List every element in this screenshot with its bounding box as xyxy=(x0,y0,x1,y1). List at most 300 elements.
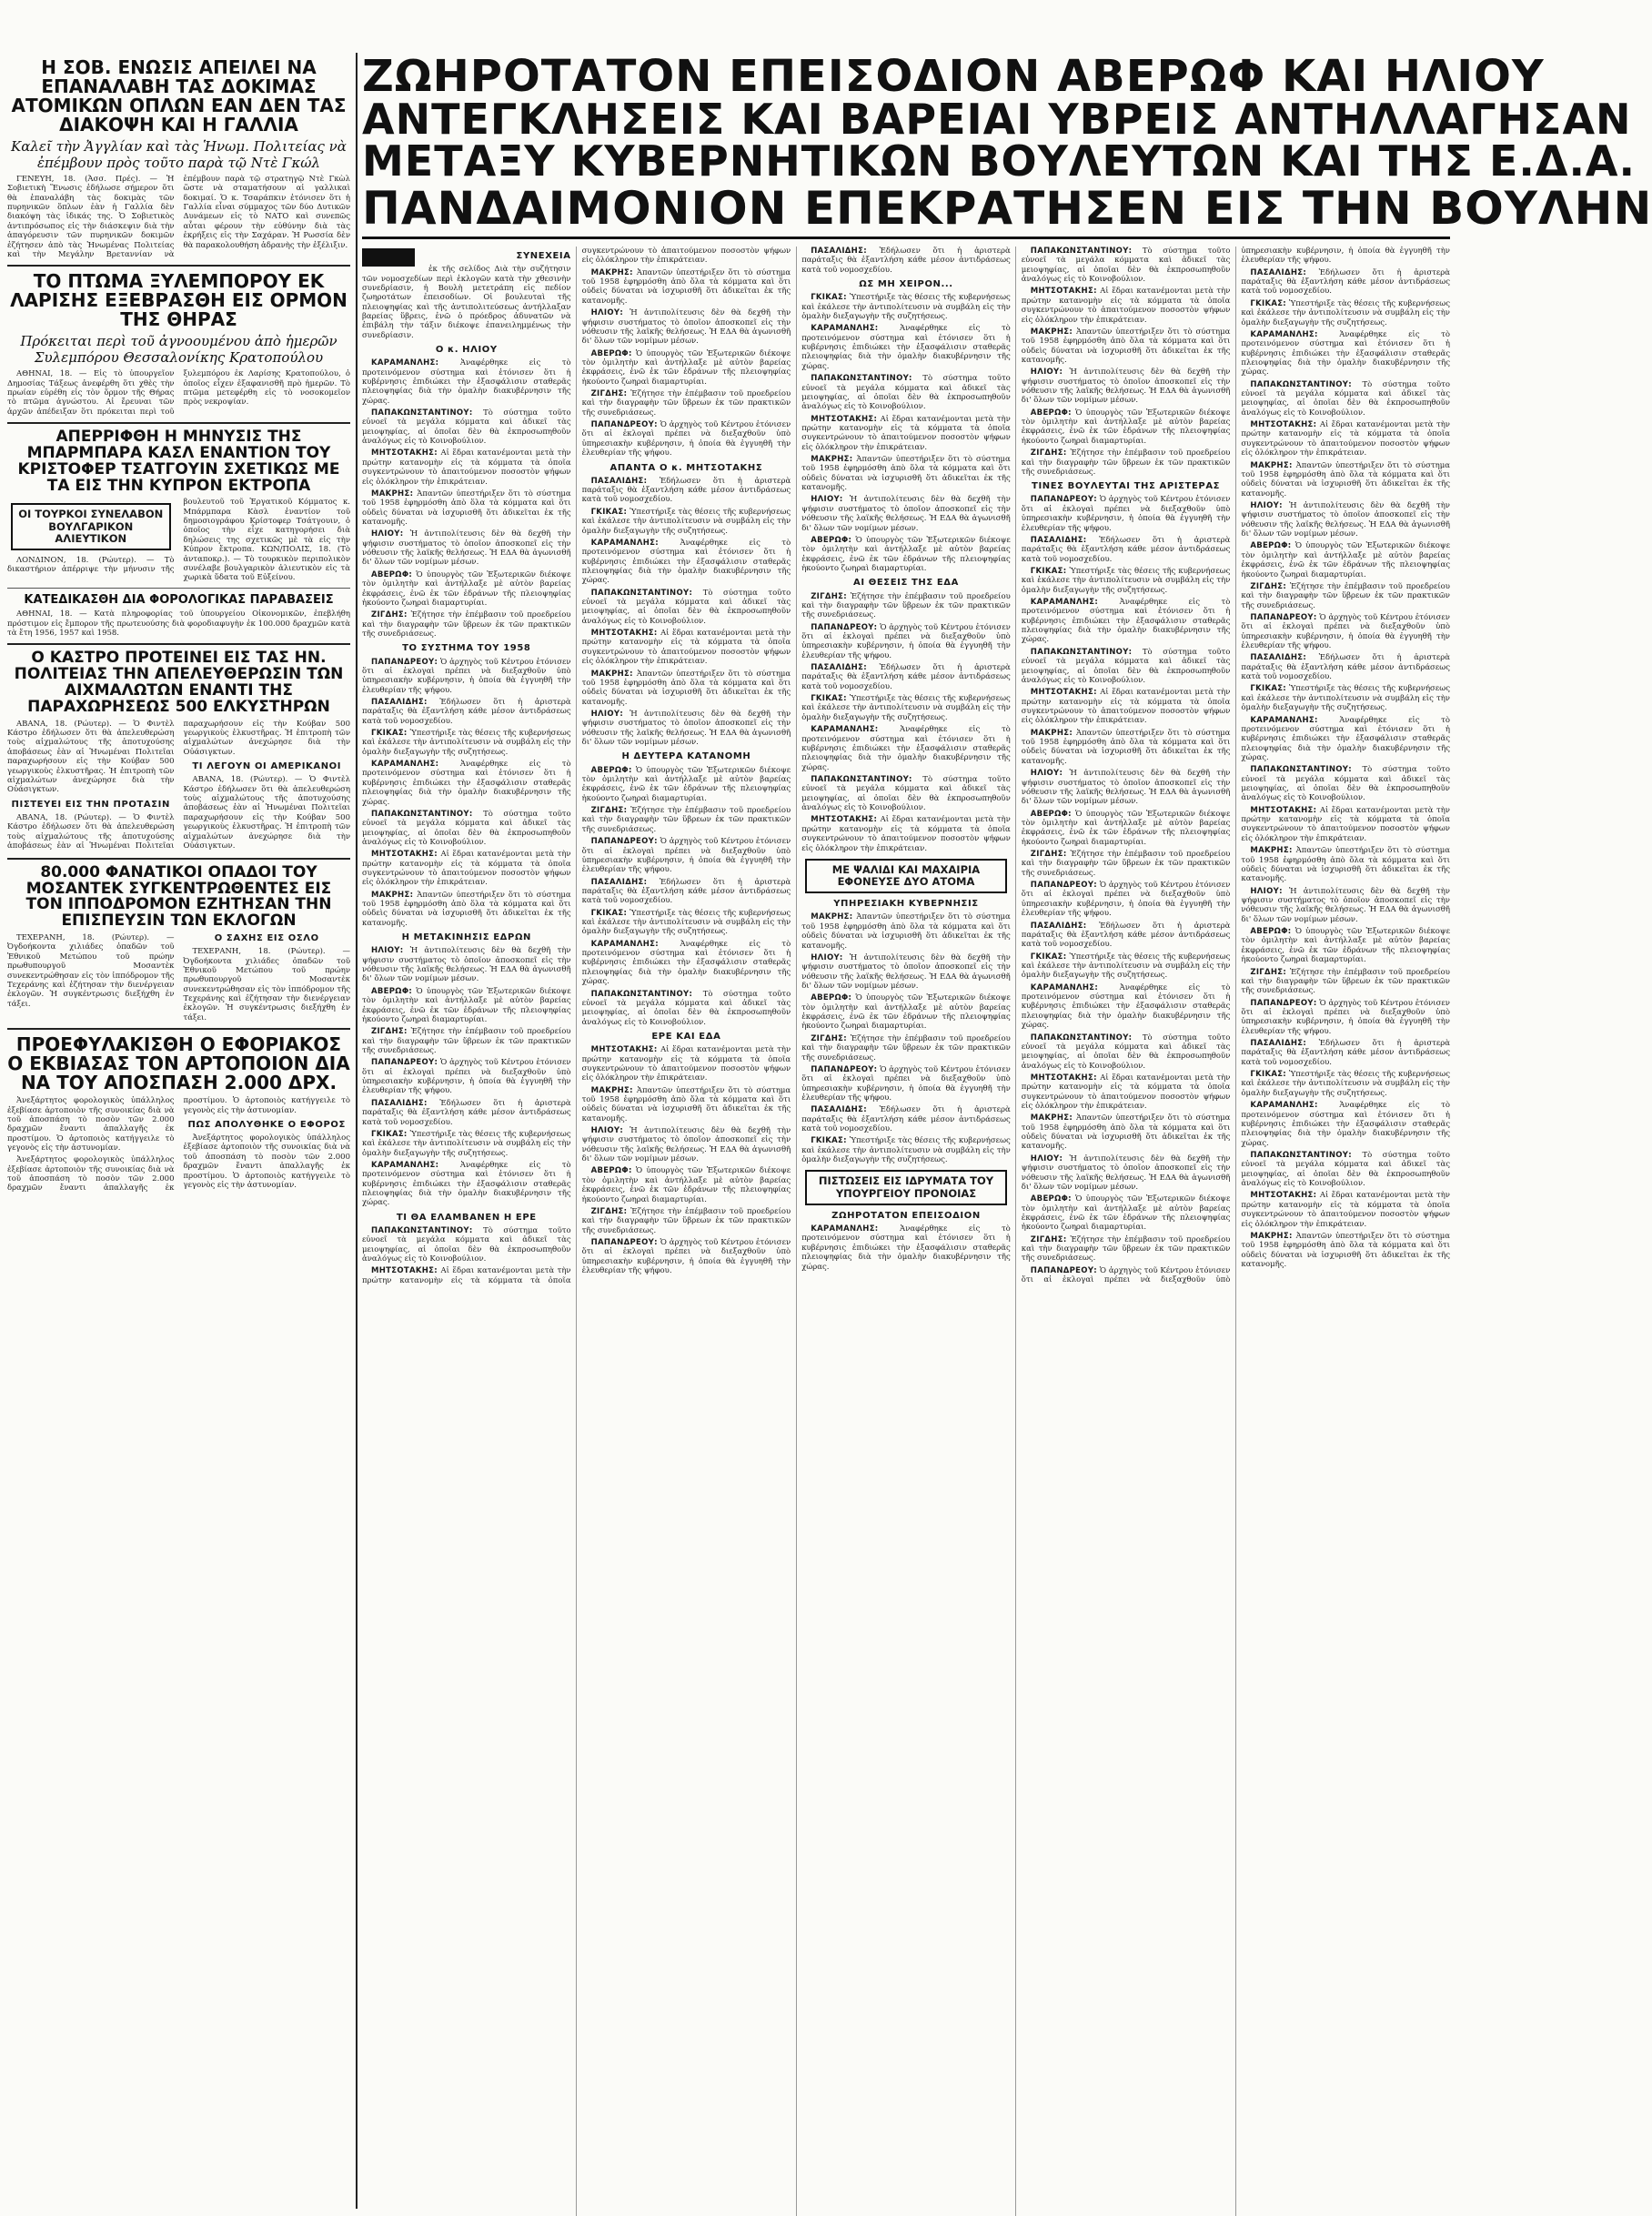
boxed-headline: ΜΕ ΨΑΛΙΔΙ ΚΑΙ ΜΑΧΑΙΡΙΑ ΕΦΟΝΕΥΣΕ ΔΥΟ ΑΤΟΜΑ xyxy=(805,859,1007,893)
story-tax-officer xyxy=(7,1035,350,1194)
speech-paragraph: ΠΑΣΑΛΙΔΗΣ: Ἐδήλωσεν ὅτι ἡ ἀριστερὰ παράταξις θὰ ἐξαντλήση κάθε μέσον ἀντιδράσεως κατὰ τοῦ νομοσχεδίου. xyxy=(581,877,791,906)
speaker-name: ΠΑΠΑΝΔΡΕΟΥ: xyxy=(1250,998,1317,1008)
speech-paragraph: ΠΑΣΑΛΙΔΗΣ: Ἐδήλωσεν ὅτι ἡ ἀριστερὰ παράταξις θὰ ἐξαντλήση κάθε μέσον ἀντιδράσεως κατὰ τοῦ νομοσχεδίου. xyxy=(1241,267,1450,297)
speech-paragraph: ΓΚΙΚΑΣ: Ὑπεστήριξε τὰς θέσεις τῆς κυβερνήσεως καὶ ἐκάλεσε τὴν ἀντιπολίτευσιν νὰ συμβάλη εἰς τὴν ὁμαλὴν διεξαγωγὴν τῆς συζητήσεως. xyxy=(1241,298,1450,327)
speaker-name: ΚΑΡΑΜΑΝΛΗΣ: xyxy=(590,939,659,949)
speaker-name: ΗΛΙΟΥ: xyxy=(811,952,843,962)
speech-paragraph: ΠΑΠΑΝΔΡΕΟΥ: Ὁ ἀρχηγὸς τοῦ Κέντρου ἐτόνισεν ὅτι αἱ ἐκλογαὶ πρέπει νὰ διεξαχθοῦν ὑπὸ ὑπηρεσιακὴν κυβέρνησιν, ἡ ὁποία θὰ ἐγγυηθῆ τὴν ἐλευθερίαν τῆς ψήφου. xyxy=(1241,998,1450,1036)
speech-paragraph: ΖΙΓΔΗΣ: Ἐζήτησε τὴν ἐπέμβασιν τοῦ προεδρείου καὶ τὴν διαγραφὴν τῶν ὕβρεων ἐκ τῶν πρακτικῶν τῆς συνεδριάσεως. xyxy=(581,806,791,834)
speech-paragraph: ΠΑΠΑΝΔΡΕΟΥ: Ὁ ἀρχηγὸς τοῦ Κέντρου ἐτόνισεν ὅτι αἱ ἐκλογαὶ πρέπει νὰ διεξαχθοῦν ὑπὸ ὑπηρεσιακὴν κυβέρνησιν, ἡ ὁποία θὰ ἐγγυηθῆ τὴν ἐλευθερίαν τῆς ψήφου. xyxy=(1021,881,1231,919)
speech-paragraph: ΜΗΤΣΟΤΑΚΗΣ: Αἱ ἕδραι κατανέμονται μετὰ τὴν πρώτην κατανομὴν εἰς τὰ κόμματα τὰ ὁποῖα συγκεντρώνουν τὸ ἀπαιτούμενον ποσοστὸν ψήφων εἰς ὁλόκληρον τὴν ἐπικράτειαν. xyxy=(1021,287,1231,325)
headline-tax-officer: ΠΡΟΕΦΥΛΑΚΙΣΘΗ Ο ΕΦΟΡΙΑΚΟΣ Ο ΕΚΒΙΑΣΑΣ ΤΟΝ ΑΡΤΟΠΟΙΟΝ ΔΙΑ ΝΑ ΤΟΥ ΑΠΟΣΠΑΣΗ 2.000 ΔΡΧ. xyxy=(7,1033,350,1094)
section-heading: Ο κ. ΗΛΙΟΥ xyxy=(435,345,498,356)
speaker-name: ΠΑΠΑΝΔΡΕΟΥ: xyxy=(1250,612,1317,622)
speaker-name: ΗΛΙΟΥ: xyxy=(590,710,624,719)
speech-paragraph: ΠΑΠΑΝΔΡΕΟΥ: Ὁ ἀρχηγὸς τοῦ Κέντρου ἐτόνισεν ὅτι αἱ ἐκλογαὶ πρέπει νὰ διεξαχθοῦν ὑπὸ ὑπηρεσιακὴν κυβέρνησιν, ἡ ὁποία θὰ ἐγγυηθῆ τὴν ἐλευθερίαν τῆς ψήφου. xyxy=(1241,612,1450,651)
speech-paragraph: ΜΗΤΣΟΤΑΚΗΣ: Αἱ ἕδραι κατανέμονται μετὰ τὴν πρώτην κατανομὴν εἰς τὰ κόμματα τὰ ὁποῖα συγκεντρώνουν τὸ ἀπαιτούμενον ποσοστὸν ψήφων εἰς ὁλόκληρον τὴν ἐπικράτειαν. xyxy=(362,247,791,1285)
body-castle-lawsuit: ΟΙ ΤΟΥΡΚΟΙ ΣΥΝΕΛΑΒΟΝ ΒΟΥΛΓΑΡΙΚΟΝ ΑΛΙΕΥΤΙΚΟΝ ΛΟΝΔΙΝΟΝ, 18. (Ρώυτερ). — Τὸ δικαστήριον ἀπέρριψε τὴν μήνυσιν τῆς βουλευτοῦ τοῦ Ἐργατικοῦ Κόμματος κ. Μπάρμπαρα Κὰσλ ἐναντίον τοῦ δημοσιογράφου Κρίστοφερ Τσάτγουιν, ὁ ὁποῖος τὴν εἶχε κατηγορήσει διὰ δηλώσεις της σχετικῶς μὲ τὰ εἰς τὴν Κύπρον ἔκτροπα. ΚΩΝ/ΠΟΛΙΣ, 18. (Τὸ ἀνταποκρ.). — Τὸ τουρκικὸν περιπολικὸν συνέλαβε βουλγαρικὸν ἀλιευτικὸν εἰς τὰ χωρικὰ ὕδατα τοῦ Εὐξείνου. xyxy=(7,498,350,583)
section-heading: ΠΩΣ ΑΠΟΛΥΘΗΚΕ Ο ΕΦΟΡΟΣ xyxy=(187,1119,346,1130)
headline-castro: Ο ΚΑΣΤΡΟ ΠΡΟΤΕΙΝΕΙ ΕΙΣ ΤΑΣ ΗΝ. ΠΟΛΙΤΕΙΑΣ ΤΗΝ ΑΠΕΛΕΥΘΕΡΩΣΙΝ ΤΩΝ ΑΙΧΜΑΛΩΤΩΝ ΕΝΑΝΤΙ ΤΗΣ ΠΑΡΑΧΩΡΗΣΕΩΣ 500 ΕΛΚΥΣΤΗΡΩΝ xyxy=(14,649,344,716)
speaker-name: ΠΑΣΑΛΙΔΗΣ: xyxy=(371,1098,428,1108)
speaker-name: ΜΗΤΣΟΤΑΚΗΣ: xyxy=(1030,1073,1097,1083)
speaker-name: ΜΑΚΡΗΣ: xyxy=(811,455,853,465)
speech-paragraph: ΗΛΙΟΥ: Ἡ ἀντιπολίτευσις δὲν θὰ δεχθῆ τὴν ψήφισιν συστήματος τὸ ὁποῖον ἀποσκοπεῖ εἰς τὴν νόθευσιν τῆς λαϊκῆς θελήσεως. Ἡ ΕΔΑ θὰ ἀγωνισθῆ δι' ὅλων τῶν νομίμων μέσων. xyxy=(362,946,571,984)
speech-paragraph: ΚΑΡΑΜΑΝΛΗΣ: Ἀναφέρθηκε εἰς τὸ προτεινόμενον σύστημα καὶ ἐτόνισεν ὅτι ἡ κυβέρνησις ἐπιδιώκει τὴν ἐξασφάλισιν σταθερᾶς πλειοψηφίας διὰ τὴν ὁμαλὴν διακυβέρνησιν τῆς χώρας. xyxy=(1241,329,1450,378)
speech-paragraph: ΚΑΡΑΜΑΝΛΗΣ: Ἀναφέρθηκε εἰς τὸ προτεινόμενον σύστημα καὶ ἐτόνισεν ὅτι ἡ κυβέρνησις ἐπιδιώκει τὴν ἐξασφάλισιν σταθερᾶς πλειοψηφίας διὰ τὴν ὁμαλὴν διακυβέρνησιν τῆς χώρας. xyxy=(362,760,571,807)
banner-line-4: ΠΑΝΔΑΙΜΟΝΙΟΝ ΕΠΕΚΡΑΤΗΣΕΝ ΕΙΣ ΤΗΝ ΒΟΥΛΗΝ xyxy=(362,182,1652,235)
left-column xyxy=(7,53,358,2209)
speaker-name: ΜΗΤΣΟΤΑΚΗΣ: xyxy=(590,629,658,639)
speech-paragraph: ΜΗΤΣΟΤΑΚΗΣ: Αἱ ἕδραι κατανέμονται μετὰ τὴν πρώτην κατανομὴν εἰς τὰ κόμματα τὰ ὁποῖα συγκεντρώνουν τὸ ἀπαιτούμενον ποσοστὸν ψήφων εἰς ὁλόκληρον τὴν ἐπικράτειαν. xyxy=(1241,805,1450,843)
speaker-name: ΠΑΠΑΚΩΝΣΤΑΝΤΙΝΟΥ: xyxy=(590,588,693,598)
speech-paragraph: ΠΑΠΑΚΩΝΣΤΑΝΤΙΝΟΥ: Τὸ σύστημα τοῦτο εὐνοεῖ τὰ μεγάλα κόμματα καὶ ἀδικεῖ τὰς μειοψηφίας, αἱ ὁποῖαι δὲν θὰ ἐκπροσωπηθοῦν ἀναλόγως εἰς τὸ Κοινοβούλιον. xyxy=(1021,247,1231,285)
speech-paragraph: ΜΗΤΣΟΤΑΚΗΣ: Αἱ ἕδραι κατανέμονται μετὰ τὴν πρώτην κατανομὴν εἰς τὰ κόμματα τὰ ὁποῖα συγκεντρώνουν τὸ ἀπαιτούμενον ποσοστὸν ψήφων εἰς ὁλόκληρον τὴν ἐπικράτειαν. xyxy=(1021,688,1231,726)
speaker-name: ΑΒΕΡΩΦ: xyxy=(1250,927,1292,937)
speech-paragraph: ΑΒΕΡΩΦ: Ὁ ὑπουργὸς τῶν Ἐξωτερικῶν διέκοψε τὸν ὁμιλητὴν καὶ ἀντήλλαξε μὲ αὐτὸν βαρείας ἐκφράσεις, ἐνῶ ἐκ τῶν ἐδράνων τῆς πλειοψηφίας ἠκούοντο ζωηραὶ διαμαρτυρίαι. xyxy=(1241,927,1450,965)
speech-paragraph: ΠΑΠΑΚΩΝΣΤΑΝΤΙΝΟΥ: Τὸ σύστημα τοῦτο εὐνοεῖ τὰ μεγάλα κόμματα καὶ ἀδικεῖ τὰς μειοψηφίας, αἱ ὁποῖαι δὲν θὰ ἐκπροσωπηθοῦν ἀναλόγως εἰς τὸ Κοινοβούλιον. xyxy=(581,588,791,626)
speaker-name: ΠΑΣΑΛΙΔΗΣ: xyxy=(1250,653,1307,663)
speech-paragraph: ΓΚΙΚΑΣ: Ὑπεστήριξε τὰς θέσεις τῆς κυβερνήσεως καὶ ἐκάλεσε τὴν ἀντιπολίτευσιν νὰ συμβάλη εἰς τὴν ὁμαλὴν διεξαγωγὴν τῆς συζητήσεως. xyxy=(801,293,1011,321)
speaker-name: ΠΑΠΑΚΩΝΣΤΑΝΤΙΝΟΥ: xyxy=(1030,1032,1133,1043)
main-story-body xyxy=(362,247,1450,2216)
speech-paragraph: ΠΑΣΑΛΙΔΗΣ: Ἐδήλωσεν ὅτι ἡ ἀριστερὰ παράταξις θὰ ἐξαντλήση κάθε μέσον ἀντιδράσεως κατὰ τοῦ νομοσχεδίου. xyxy=(801,663,1011,691)
speech-paragraph: ΑΒΕΡΩΦ: Ὁ ὑπουργὸς τῶν Ἐξωτερικῶν διέκοψε τὸν ὁμιλητὴν καὶ ἀντήλλαξε μὲ αὐτὸν βαρείας ἐκφράσεις, ἐνῶ ἐκ τῶν ἐδράνων τῆς πλειοψηφίας ἠκούοντο ζωηραὶ διαμαρτυρίαι. xyxy=(1021,1194,1231,1233)
headline-soviet-nuclear: Η ΣΟΒ. ΕΝΩΣΙΣ ΑΠΕΙΛΕΙ ΝΑ ΕΠΑΝΑΛΑΒΗ ΤΑΣ ΔΟΚΙΜΑΣ ΑΤΟΜΙΚΩΝ ΟΠΛΩΝ ΕΑΝ ΔΕΝ ΤΑΣ ΔΙΑΚΟΨΗ ΚΑΙ Η ΓΑΛΛΙΑ xyxy=(11,56,347,136)
speaker-name: ΖΙΓΔΗΣ: xyxy=(1030,448,1067,458)
speaker-name: ΑΒΕΡΩΦ: xyxy=(1250,541,1292,551)
speech-paragraph: ΓΚΙΚΑΣ: Ὑπεστήριξε τὰς θέσεις τῆς κυβερνήσεως καὶ ἐκάλεσε τὴν ἀντιπολίτευσιν νὰ συμβάλη εἰς τὴν ὁμαλὴν διεξαγωγὴν τῆς συζητήσεως. xyxy=(362,1129,571,1158)
speech-paragraph: ΖΙΓΔΗΣ: Ἐζήτησε τὴν ἐπέμβασιν τοῦ προεδρείου καὶ τὴν διαγραφὴν τῶν ὕβρεων ἐκ τῶν πρακτικῶν τῆς συνεδριάσεως. xyxy=(801,1033,1011,1063)
speaker-name: ΗΛΙΟΥ: xyxy=(811,495,843,505)
speech-paragraph: ΖΙΓΔΗΣ: Ἐζήτησε τὴν ἐπέμβασιν τοῦ προεδρείου καὶ τὴν διαγραφὴν τῶν ὕβρεων ἐκ τῶν πρακτικῶν τῆς συνεδριάσεως. xyxy=(581,1206,791,1235)
body-tax-conviction: ΑΘΗΝΑΙ, 18. — Κατὰ πληροφορίας τοῦ ὑπουργείου Οἰκονομικῶν, ἐπεβλήθη πρόστιμον εἰς ἔμπορον τῆς πρωτευούσης διὰ φοροδιαφυγὴν ἐκ 100.000 δραχμῶν κατὰ τὰ ἔτη 1956, 1957 καὶ 1958. xyxy=(7,609,350,638)
headline-timber-merchant: ΤΟ ΠΤΩΜΑ ΞΥΛΕΜΠΟΡΟΥ ΕΚ ΛΑΡΙΣΗΣ ΕΞΕΒΡΑΣΘΗ ΕΙΣ ΟΡΜΟΝ ΤΗΣ ΘΗΡΑΣ xyxy=(10,270,348,331)
speaker-name: ΜΑΚΡΗΣ: xyxy=(1030,1113,1073,1123)
speech-paragraph: ΜΑΚΡΗΣ: Ἀπαντῶν ὑπεστήριξεν ὅτι τὸ σύστημα τοῦ 1958 ἐφηρμόσθη ἀπὸ ὅλα τὰ κόμματα καὶ ὅτι οὐδεὶς δύναται νὰ ἰσχυρισθῆ ὅτι ἀδικεῖται ἐκ τῆς κατανομῆς. xyxy=(1021,728,1231,766)
speech-paragraph: ΜΑΚΡΗΣ: Ἀπαντῶν ὑπεστήριξεν ὅτι τὸ σύστημα τοῦ 1958 ἐφηρμόσθη ἀπὸ ὅλα τὰ κόμματα καὶ ὅτι οὐδεὶς δύναται νὰ ἰσχυρισθῆ ὅτι ἀδικεῖται ἐκ τῆς κατανομῆς. xyxy=(1241,1231,1450,1269)
speaker-name: ΑΒΕΡΩΦ: xyxy=(811,535,852,545)
speech-paragraph: ΑΒΕΡΩΦ: Ὁ ὑπουργὸς τῶν Ἐξωτερικῶν διέκοψε τὸν ὁμιλητὴν καὶ ἀντήλλαξε μὲ αὐτὸν βαρείας ἐκφράσεις, ἐνῶ ἐκ τῶν ἐδράνων τῆς πλειοψηφίας ἠκούοντο ζωηραὶ διαμαρτυρίαι. xyxy=(801,993,1011,1032)
box-turkish-arrest: ΟΙ ΤΟΥΡΚΟΙ ΣΥΝΕΛΑΒΟΝ ΒΟΥΛΓΑΡΙΚΟΝ ΑΛΙΕΥΤΙΚΟΝ xyxy=(11,503,171,550)
speech-paragraph: ΗΛΙΟΥ: Ἡ ἀντιπολίτευσις δὲν θὰ δεχθῆ τὴν ψήφισιν συστήματος τὸ ὁποῖον ἀποσκοπεῖ εἰς τὴν νόθευσιν τῆς λαϊκῆς θελήσεως. Ἡ ΕΔΑ θὰ ἀγωνισθῆ δι' ὅλων τῶν νομίμων μέσων. xyxy=(1241,500,1450,539)
speaker-name: ΑΒΕΡΩΦ: xyxy=(811,993,852,1003)
speaker-name: ΜΑΚΡΗΣ: xyxy=(590,267,633,277)
section-heading: ΕΡΕ ΚΑΙ ΕΔΑ xyxy=(651,1031,721,1042)
speaker-name: ΓΚΙΚΑΣ: xyxy=(371,1129,408,1139)
speaker-name: ΜΗΤΣΟΤΑΚΗΣ: xyxy=(590,1045,658,1055)
speech-paragraph: ΜΗΤΣΟΤΑΚΗΣ: Αἱ ἕδραι κατανέμονται μετὰ τὴν πρώτην κατανομὴν εἰς τὰ κόμματα τὰ ὁποῖα συγκεντρώνουν τὸ ἀπαιτούμενον ποσοστὸν ψήφων εἰς ὁλόκληρον τὴν ἐπικράτειαν. xyxy=(362,448,571,487)
speech-paragraph: ΗΛΙΟΥ: Ἡ ἀντιπολίτευσις δὲν θὰ δεχθῆ τὴν ψήφισιν συστήματος τὸ ὁποῖον ἀποσκοπεῖ εἰς τὴν νόθευσιν τῆς λαϊκῆς θελήσεως. Ἡ ΕΔΑ θὰ ἀγωνισθῆ δι' ὅλων τῶν νομίμων μέσων. xyxy=(1021,1153,1231,1192)
speaker-name: ΜΑΚΡΗΣ: xyxy=(590,1085,633,1095)
speaker-name: ΜΑΚΡΗΣ: xyxy=(371,489,414,499)
speaker-name: ΠΑΠΑΚΩΝΣΤΑΝΤΙΝΟΥ: xyxy=(371,809,473,819)
divider xyxy=(7,858,350,860)
speaker-name: ΠΑΠΑΚΩΝΣΤΑΝΤΙΝΟΥ: xyxy=(371,1225,473,1235)
speech-paragraph: ΓΚΙΚΑΣ: Ὑπεστήριξε τὰς θέσεις τῆς κυβερνήσεως καὶ ἐκάλεσε τὴν ἀντιπολίτευσιν νὰ συμβάλη εἰς τὴν ὁμαλὴν διεξαγωγὴν τῆς συζητήσεως. xyxy=(581,507,791,536)
speaker-name: ΠΑΠΑΚΩΝΣΤΑΝΤΙΝΟΥ: xyxy=(1250,379,1352,389)
speaker-name: ΓΚΙΚΑΣ: xyxy=(371,729,408,739)
speech-paragraph: ΜΑΚΡΗΣ: Ἀπαντῶν ὑπεστήριξεν ὅτι τὸ σύστημα τοῦ 1958 ἐφηρμόσθη ἀπὸ ὅλα τὰ κόμματα καὶ ὅτι οὐδεὶς δύναται νὰ ἰσχυρισθῆ ὅτι ἀδικεῖται ἐκ τῆς κατανομῆς. xyxy=(1021,1113,1231,1152)
speech-paragraph: ΗΛΙΟΥ: Ἡ ἀντιπολίτευσις δὲν θὰ δεχθῆ τὴν ψήφισιν συστήματος τὸ ὁποῖον ἀποσκοπεῖ εἰς τὴν νόθευσιν τῆς λαϊκῆς θελήσεως. Ἡ ΕΔΑ θὰ ἀγωνισθῆ δι' ὅλων τῶν νομίμων μέσων. xyxy=(1021,368,1231,406)
speaker-name: ΜΑΚΡΗΣ: xyxy=(371,890,414,900)
speech-paragraph: ΚΑΡΑΜΑΝΛΗΣ: Ἀναφέρθηκε εἰς τὸ προτεινόμενον σύστημα καὶ ἐτόνισεν ὅτι ἡ κυβέρνησις ἐπιδιώκει τὴν ἐξασφάλισιν σταθερᾶς πλειοψηφίας διὰ τὴν ὁμαλὴν διακυβέρνησιν τῆς χώρας. xyxy=(1021,982,1231,1031)
body-soviet-nuclear: ΓΕΝΕΥΗ, 18. (Ἀσσ. Πρές). — Ἡ Σοβιετικὴ Ἕνωσις ἐδήλωσε σήμερον ὅτι θὰ ἐπαναλάβη τὰς δοκιμὰς τῶν πυρηνικῶν ὅπλων ἐὰν ἡ Γαλλία δὲν διακόψη τὰς ἰδικάς της. Ὁ Σοβιετικὸς ἀντιπρόσωπος εἰς τὴν διάσκεψιν διὰ τὴν ἀπαγόρευσιν τῶν πυρηνικῶν δοκιμῶν ἐζήτησεν ἀπὸ τὰς Ἡνωμένας Πολιτείας καὶ τὴν Μεγάλην Βρεταννίαν νὰ ἐπέμβουν παρὰ τῷ στρατηγῷ Ντὲ Γκὼλ ὥστε νὰ σταματήσουν αἱ γαλλικαὶ δοκιμαί. Ὁ κ. Τσαράπκιν ἐτόνισεν ὅτι ἡ Γαλλία εἶναι σύμμαχος τῶν δύο Δυτικῶν Δυνάμεων εἰς τὸ ΝΑΤΟ καὶ συνεπῶς αὗται φέρουν τὴν εὐθύνην διὰ τὰς ἐκρήξεις εἰς τὴν Σαχάραν. Ἡ Ρωσσία δὲν θὰ παρακολουθήση ἀδρανὴς τὴν ἐξέλιξιν. xyxy=(7,175,350,259)
speaker-name: ΠΑΣΑΛΙΔΗΣ: xyxy=(811,247,867,256)
speech-paragraph: ΜΑΚΡΗΣ: Ἀπαντῶν ὑπεστήριξεν ὅτι τὸ σύστημα τοῦ 1958 ἐφηρμόσθη ἀπὸ ὅλα τὰ κόμματα καὶ ὅτι οὐδεὶς δύναται νὰ ἰσχυρισθῆ ὅτι ἀδικεῖται ἐκ τῆς κατανομῆς. xyxy=(801,455,1011,493)
continued-label: ΣΥΝΕΧΕΙΑ xyxy=(516,251,571,261)
speaker-name: ΜΑΚΡΗΣ: xyxy=(1030,327,1073,337)
speaker-name: ΜΗΤΣΟΤΑΚΗΣ: xyxy=(811,815,878,825)
speech-paragraph: ΖΙΓΔΗΣ: Ἐζήτησε τὴν ἐπέμβασιν τοῦ προεδρείου καὶ τὴν διαγραφὴν τῶν ὕβρεων ἐκ τῶν πρακτικῶν τῆς συνεδριάσεως. xyxy=(801,591,1011,620)
speaker-name: ΚΑΡΑΜΑΝΛΗΣ: xyxy=(590,538,659,548)
section-heading: ΤΙ ΛΕΓΟΥΝ ΟΙ ΑΜΕΡΙΚΑΝΟΙ xyxy=(192,761,342,772)
banner-line-1: ΖΩΗΡΟΤΑΤΟΝ ΕΠΕΙΣΟΔΙΟΝ ΑΒΕΡΩΦ ΚΑΙ ΗΛΙΟΥ xyxy=(362,51,1545,102)
speaker-name: ΗΛΙΟΥ: xyxy=(371,529,404,539)
section-heading: ΠΙΣΤΕΥΕΙ ΕΙΣ ΤΗΝ ΠΡΟΤΑΣΙΝ xyxy=(11,799,170,810)
headline-castle-lawsuit: ΑΠΕΡΡΙΦΘΗ Η ΜΗΝΥΣΙΣ ΤΗΣ ΜΠΑΡΜΠΑΡΑ ΚΑΣΛ ΕΝΑΝΤΙΟΝ ΤΟΥ ΚΡΙΣΤΟΦΕΡ ΤΣΑΤΓΟΥΙΝ ΣΧΕΤΙΚΩΣ ΜΕ ΤΑ ΕΙΣ ΤΗΝ ΚΥΠΡΟΝ ΕΚΤΡΟΠΑ xyxy=(17,428,340,495)
speech-paragraph: ΚΑΡΑΜΑΝΛΗΣ: Ἀναφέρθηκε εἰς τὸ προτεινόμενον σύστημα καὶ ἐτόνισεν ὅτι ἡ κυβέρνησις ἐπιδιώκει τὴν ἐξασφάλισιν σταθερᾶς πλειοψηφίας διὰ τὴν ὁμαλὴν διακυβέρνησιν τῆς χώρας. xyxy=(801,725,1011,772)
speech-paragraph: ΜΗΤΣΟΤΑΚΗΣ: Αἱ ἕδραι κατανέμονται μετὰ τὴν πρώτην κατανομὴν εἰς τὰ κόμματα τὰ ὁποῖα συγκεντρώνουν τὸ ἀπαιτούμενον ποσοστὸν ψήφων εἰς ὁλόκληρον τὴν ἐπικράτειαν. xyxy=(581,1045,791,1083)
speaker-name: ΜΗΤΣΟΤΑΚΗΣ: xyxy=(371,850,438,860)
divider xyxy=(362,237,1450,239)
section-heading: Η ΜΕΤΑΚΙΝΗΣΙΣ ΕΔΡΩΝ xyxy=(401,932,532,943)
speech-paragraph: ΚΑΡΑΜΑΝΛΗΣ: Ἀναφέρθηκε εἰς τὸ προτεινόμενον σύστημα καὶ ἐτόνισεν ὅτι ἡ κυβέρνησις ἐπιδιώκει τὴν ἐξασφάλισιν σταθερᾶς πλειοψηφίας διὰ τὴν ὁμαλὴν διακυβέρνησιν τῆς χώρας. xyxy=(801,324,1011,371)
speaker-name: ΓΚΙΚΑΣ: xyxy=(1030,952,1067,962)
speaker-name: ΜΗΤΣΟΤΑΚΗΣ: xyxy=(1250,805,1317,815)
speech-paragraph: ΠΑΣΑΛΙΔΗΣ: Ἐδήλωσεν ὅτι ἡ ἀριστερὰ παράταξις θὰ ἐξαντλήση κάθε μέσον ἀντιδράσεως κατὰ τοῦ νομοσχεδίου. xyxy=(1241,1039,1450,1067)
speech-paragraph: ΜΑΚΡΗΣ: Ἀπαντῶν ὑπεστήριξεν ὅτι τὸ σύστημα τοῦ 1958 ἐφηρμόσθη ἀπὸ ὅλα τὰ κόμματα καὶ ὅτι οὐδεὶς δύναται νὰ ἰσχυρισθῆ ὅτι ἀδικεῖται ἐκ τῆς κατανομῆς. xyxy=(362,890,571,928)
speaker-name: ΗΛΙΟΥ: xyxy=(590,308,624,318)
speaker-name: ΚΑΡΑΜΑΝΛΗΣ: xyxy=(371,358,439,368)
speech-paragraph: ΜΗΤΣΟΤΑΚΗΣ: Αἱ ἕδραι κατανέμονται μετὰ τὴν πρώτην κατανομὴν εἰς τὰ κόμματα τὰ ὁποῖα συγκεντρώνουν τὸ ἀπαιτούμενον ποσοστὸν ψήφων εἰς ὁλόκληρον τὴν ἐπικράτειαν. xyxy=(1021,1073,1231,1112)
section-heading: Ο ΣΑΧΗΣ ΕΙΣ ΟΣΛΟ xyxy=(214,933,319,944)
speech-paragraph: ΠΑΠΑΝΔΡΕΟΥ: Ὁ ἀρχηγὸς τοῦ Κέντρου ἐτόνισεν ὅτι αἱ ἐκλογαὶ πρέπει νὰ διεξαχθοῦν ὑπὸ ὑπηρεσιακὴν κυβέρνησιν, ἡ ὁποία θὰ ἐγγυηθῆ τὴν ἐλευθερίαν τῆς ψήφου. xyxy=(801,1064,1011,1103)
speaker-name: ΠΑΠΑΚΩΝΣΤΑΝΤΙΝΟΥ: xyxy=(371,408,473,418)
divider xyxy=(7,588,350,589)
speaker-name: ΠΑΠΑΚΩΝΣΤΑΝΤΙΝΟΥ: xyxy=(811,374,912,384)
speaker-name: ΠΑΣΑΛΙΔΗΣ: xyxy=(1250,1039,1307,1049)
speaker-name: ΖΙΓΔΗΣ: xyxy=(590,389,628,399)
speech-paragraph: ΓΚΙΚΑΣ: Ὑπεστήριξε τὰς θέσεις τῆς κυβερνήσεως καὶ ἐκάλεσε τὴν ἀντιπολίτευσιν νὰ συμβάλη εἰς τὴν ὁμαλὴν διεξαγωγὴν τῆς συζητήσεως. xyxy=(801,1136,1011,1165)
speaker-name: ΠΑΠΑΝΔΡΕΟΥ: xyxy=(811,1064,878,1074)
headline-mossadegh: 80.000 ΦΑΝΑΤΙΚΟΙ ΟΠΑΔΟΙ ΤΟΥ ΜΟΣΑΝΤΕΚ ΣΥΓΚΕΝΤΡΩΘΕΝΤΕΣ ΕΙΣ ΤΟΝ ΙΠΠΟΔΡΟΜΟΝ ΕΖΗΤΗΣΑΝ ΤΗΝ ΕΠΙΣΠΕΥΣΙΝ ΤΩΝ ΕΚΛΟΓΩΝ xyxy=(25,862,332,931)
speech-paragraph: ΠΑΠΑΝΔΡΕΟΥ: Ὁ ἀρχηγὸς τοῦ Κέντρου ἐτόνισεν ὅτι αἱ ἐκλογαὶ πρέπει νὰ διεξαχθοῦν ὑπὸ ὑπηρεσιακὴν κυβέρνησιν, ἡ ὁποία θὰ ἐγγυηθῆ τὴν ἐλευθερίαν τῆς ψήφου. xyxy=(581,1237,791,1276)
speaker-name: ΠΑΣΑΛΙΔΗΣ: xyxy=(811,1105,867,1115)
speech-paragraph: ΗΛΙΟΥ: Ἡ ἀντιπολίτευσις δὲν θὰ δεχθῆ τὴν ψήφισιν συστήματος τὸ ὁποῖον ἀποσκοπεῖ εἰς τὴν νόθευσιν τῆς λαϊκῆς θελήσεως. Ἡ ΕΔΑ θὰ ἀγωνισθῆ δι' ὅλων τῶν νομίμων μέσων. xyxy=(362,529,571,568)
speaker-name: ΓΚΙΚΑΣ: xyxy=(590,908,628,918)
speech-paragraph: ΚΑΡΑΜΑΝΛΗΣ: Ἀναφέρθηκε εἰς τὸ προτεινόμενον σύστημα καὶ ἐτόνισεν ὅτι ἡ κυβέρνησις ἐπιδιώκει τὴν ἐξασφάλισιν σταθερᾶς πλειοψηφίας διὰ τὴν ὁμαλὴν διακυβέρνησιν τῆς χώρας. xyxy=(1241,1101,1450,1148)
main-story xyxy=(362,51,1652,2211)
section-heading: ΤΙΝΕΣ ΒΟΥΛΕΥΤΑΙ ΤΗΣ ΑΡΙΣΤΕΡΑΣ xyxy=(1032,481,1221,492)
speech-paragraph: ΑΒΕΡΩΦ: Ὁ ὑπουργὸς τῶν Ἐξωτερικῶν διέκοψε τὸν ὁμιλητὴν καὶ ἀντήλλαξε μὲ αὐτὸν βαρείας ἐκφράσεις, ἐνῶ ἐκ τῶν ἐδράνων τῆς πλειοψηφίας ἠκούοντο ζωηραὶ διαμαρτυρίαι. xyxy=(581,765,791,803)
speech-paragraph: ΠΑΠΑΚΩΝΣΤΑΝΤΙΝΟΥ: Τὸ σύστημα τοῦτο εὐνοεῖ τὰ μεγάλα κόμματα καὶ ἀδικεῖ τὰς μειοψηφίας, αἱ ὁποῖαι δὲν θὰ ἐκπροσωπηθοῦν ἀναλόγως εἰς τὸ Κοινοβούλιον. xyxy=(801,374,1011,412)
speaker-name: ΓΚΙΚΑΣ: xyxy=(1030,566,1067,576)
speaker-name: ΜΑΚΡΗΣ: xyxy=(1250,1231,1293,1241)
speech-paragraph: ΠΑΠΑΝΔΡΕΟΥ: Ὁ ἀρχηγὸς τοῦ Κέντρου ἐτόνισεν ὅτι αἱ ἐκλογαὶ πρέπει νὰ διεξαχθοῦν ὑπὸ ὑπηρεσιακὴν κυβέρνησιν, ἡ ὁποία θὰ ἐγγυηθῆ τὴν ἐλευθερίαν τῆς ψήφου. xyxy=(362,1058,571,1096)
speech-paragraph: ΓΚΙΚΑΣ: Ὑπεστήριξε τὰς θέσεις τῆς κυβερνήσεως καὶ ἐκάλεσε τὴν ἀντιπολίτευσιν νὰ συμβάλη εἰς τὴν ὁμαλὴν διεξαγωγὴν τῆς συζητήσεως. xyxy=(1021,952,1231,981)
speech-paragraph: ΠΑΣΑΛΙΔΗΣ: Ἐδήλωσεν ὅτι ἡ ἀριστερὰ παράταξις θὰ ἐξαντλήση κάθε μέσον ἀντιδράσεως κατὰ τοῦ νομοσχεδίου. xyxy=(1021,921,1231,950)
speech-paragraph: ΑΒΕΡΩΦ: Ὁ ὑπουργὸς τῶν Ἐξωτερικῶν διέκοψε τὸν ὁμιλητὴν καὶ ἀντήλλαξε μὲ αὐτὸν βαρείας ἐκφράσεις, ἐνῶ ἐκ τῶν ἐδράνων τῆς πλειοψηφίας ἠκούοντο ζωηραὶ διαμαρτυρίαι. xyxy=(581,348,791,387)
speaker-name: ΗΛΙΟΥ: xyxy=(1030,769,1063,779)
speaker-name: ΑΒΕΡΩΦ: xyxy=(371,569,413,579)
speech-paragraph: ΠΑΠΑΚΩΝΣΤΑΝΤΙΝΟΥ: Τὸ σύστημα τοῦτο εὐνοεῖ τὰ μεγάλα κόμματα καὶ ἀδικεῖ τὰς μειοψηφίας, αἱ ὁποῖαι δὲν θὰ ἐκπροσωπηθοῦν ἀναλόγως εἰς τὸ Κοινοβούλιον. xyxy=(801,774,1011,813)
speaker-name: ΗΛΙΟΥ: xyxy=(1030,1153,1063,1163)
story-soviet-nuclear xyxy=(7,58,350,259)
speech-paragraph: ΠΑΣΑΛΙΔΗΣ: Ἐδήλωσεν ὅτι ἡ ἀριστερὰ παράταξις θὰ ἐξαντλήση κάθε μέσον ἀντιδράσεως κατὰ τοῦ νομοσχεδίου. xyxy=(362,1098,571,1127)
speaker-name: ΠΑΠΑΝΔΡΕΟΥ: xyxy=(590,1237,658,1247)
speaker-name: ΑΒΕΡΩΦ: xyxy=(590,765,632,775)
speaker-name: ΜΗΤΣΟΤΑΚΗΣ: xyxy=(1030,287,1097,297)
speaker-name: ΖΙΓΔΗΣ: xyxy=(1250,967,1287,977)
speaker-name: ΓΚΙΚΑΣ: xyxy=(811,293,847,303)
speech-paragraph: ΑΒΕΡΩΦ: Ὁ ὑπουργὸς τῶν Ἐξωτερικῶν διέκοψε τὸν ὁμιλητὴν καὶ ἀντήλλαξε μὲ αὐτὸν βαρείας ἐκφράσεις, ἐνῶ ἐκ τῶν ἐδράνων τῆς πλειοψηφίας ἠκούοντο ζωηραὶ διαμαρτυρίαι. xyxy=(362,986,571,1024)
banner-line-2: ΑΝΤΕΓΚΛΗΣΕΙΣ ΚΑΙ ΒΑΡΕΙΑΙ ΥΒΡΕΙΣ ΑΝΤΗΛΛΑΓΗΣΑΝ xyxy=(362,95,1632,144)
speaker-name: ΓΚΙΚΑΣ: xyxy=(1250,1070,1287,1080)
speech-paragraph: ΚΑΡΑΜΑΝΛΗΣ: Ἀναφέρθηκε εἰς τὸ προτεινόμενον σύστημα καὶ ἐτόνισεν ὅτι ἡ κυβέρνησις ἐπιδιώκει τὴν ἐξασφάλισιν σταθερᾶς πλειοψηφίας διὰ τὴν ὁμαλὴν διακυβέρνησιν τῆς χώρας. xyxy=(801,1224,1011,1272)
speaker-name: ΠΑΣΑΛΙΔΗΣ: xyxy=(371,697,428,707)
speech-paragraph: ΜΑΚΡΗΣ: Ἀπαντῶν ὑπεστήριξεν ὅτι τὸ σύστημα τοῦ 1958 ἐφηρμόσθη ἀπὸ ὅλα τὰ κόμματα καὶ ὅτι οὐδεὶς δύναται νὰ ἰσχυρισθῆ ὅτι ἀδικεῖται ἐκ τῆς κατανομῆς. xyxy=(362,489,571,527)
speaker-name: ΚΑΡΑΜΑΝΛΗΣ: xyxy=(1250,715,1318,725)
speaker-name: ΚΑΡΑΜΑΝΛΗΣ: xyxy=(1030,598,1099,608)
speaker-name: ΠΑΣΑΛΙΔΗΣ: xyxy=(590,877,648,887)
speech-paragraph: ΚΑΡΑΜΑΝΛΗΣ: Ἀναφέρθηκε εἰς τὸ προτεινόμενον σύστημα καὶ ἐτόνισεν ὅτι ἡ κυβέρνησις ἐπιδιώκει τὴν ἐξασφάλισιν σταθερᾶς πλειοψηφίας διὰ τὴν ὁμαλὴν διακυβέρνησιν τῆς χώρας. xyxy=(362,1160,571,1208)
section-heading: ΤΙ ΘΑ ΕΛΑΜΒΑΝΕΝ Η ΕΡΕ xyxy=(396,1212,537,1223)
divider xyxy=(7,422,350,424)
speech-paragraph: ΠΑΠΑΝΔΡΕΟΥ: Ὁ ἀρχηγὸς τοῦ Κέντρου ἐτόνισεν ὅτι αἱ ἐκλογαὶ πρέπει νὰ διεξαχθοῦν ὑπὸ ὑπηρεσιακὴν κυβέρνησιν, ἡ ὁποία θὰ ἐγγυηθῆ τὴν ἐλευθερίαν τῆς ψήφου. xyxy=(581,837,791,875)
speech-paragraph: ΓΚΙΚΑΣ: Ὑπεστήριξε τὰς θέσεις τῆς κυβερνήσεως καὶ ἐκάλεσε τὴν ἀντιπολίτευσιν νὰ συμβάλη εἰς τὴν ὁμαλὴν διεξαγωγὴν τῆς συζητήσεως. xyxy=(1021,566,1231,595)
speech-paragraph: ΠΑΠΑΝΔΡΕΟΥ: Ὁ ἀρχηγὸς τοῦ Κέντρου ἐτόνισεν ὅτι αἱ ἐκλογαὶ πρέπει νὰ διεξαχθοῦν ὑπὸ ὑπηρεσιακὴν κυβέρνησιν, ἡ ὁποία θὰ ἐγγυηθῆ τὴν ἐλευθερίαν τῆς ψήφου. xyxy=(362,657,571,695)
speech-paragraph: ΠΑΣΑΛΙΔΗΣ: Ἐδήλωσεν ὅτι ἡ ἀριστερὰ παράταξις θὰ ἐξαντλήση κάθε μέσον ἀντιδράσεως κατὰ τοῦ νομοσχεδίου. xyxy=(801,1105,1011,1134)
speech-paragraph: ΖΙΓΔΗΣ: Ἐζήτησε τὴν ἐπέμβασιν τοῦ προεδρείου καὶ τὴν διαγραφὴν τῶν ὕβρεων ἐκ τῶν πρακτικῶν τῆς συνεδριάσεως. xyxy=(362,610,571,639)
speaker-name: ΗΛΙΟΥ: xyxy=(1030,368,1063,378)
speaker-name: ΓΚΙΚΑΣ: xyxy=(811,694,847,704)
speech-paragraph: ΜΗΤΣΟΤΑΚΗΣ: Αἱ ἕδραι κατανέμονται μετὰ τὴν πρώτην κατανομὴν εἰς τὰ κόμματα τὰ ὁποῖα συγκεντρώνουν τὸ ἀπαιτούμενον ποσοστὸν ψήφων εἰς ὁλόκληρον τὴν ἐπικράτειαν. xyxy=(1241,1191,1450,1229)
speech-paragraph: ΗΛΙΟΥ: Ἡ ἀντιπολίτευσις δὲν θὰ δεχθῆ τὴν ψήφισιν συστήματος τὸ ὁποῖον ἀποσκοπεῖ εἰς τὴν νόθευσιν τῆς λαϊκῆς θελήσεως. Ἡ ΕΔΑ θὰ ἀγωνισθῆ δι' ὅλων τῶν νομίμων μέσων. xyxy=(581,710,791,748)
speaker-name: ΜΑΚΡΗΣ: xyxy=(1030,728,1073,738)
section-heading: ΖΩΗΡΟΤΑΤΟΝ ΕΠΕΙΣΟΔΙΟΝ xyxy=(831,1210,981,1221)
speaker-name: ΠΑΠΑΝΔΡΕΟΥ: xyxy=(371,657,438,667)
speaker-name: ΗΛΙΟΥ: xyxy=(590,1126,624,1136)
speaker-name: ΠΑΠΑΚΩΝΣΤΑΝΤΙΝΟΥ: xyxy=(590,989,693,999)
story-mossadegh xyxy=(7,862,350,1022)
story-tax-conviction xyxy=(7,594,350,639)
speech-paragraph: ΓΚΙΚΑΣ: Ὑπεστήριξε τὰς θέσεις τῆς κυβερνήσεως καὶ ἐκάλεσε τὴν ἀντιπολίτευσιν νὰ συμβάλη εἰς τὴν ὁμαλὴν διεξαγωγὴν τῆς συζητήσεως. xyxy=(1241,1070,1450,1098)
speech-paragraph: ΖΙΓΔΗΣ: Ἐζήτησε τὴν ἐπέμβασιν τοῦ προεδρείου καὶ τὴν διαγραφὴν τῶν ὕβρεων ἐκ τῶν πρακτικῶν τῆς συνεδριάσεως. xyxy=(1241,581,1450,610)
speaker-name: ΖΙΓΔΗΣ: xyxy=(811,591,847,601)
speech-paragraph: ΑΒΕΡΩΦ: Ὁ ὑπουργὸς τῶν Ἐξωτερικῶν διέκοψε τὸν ὁμιλητὴν καὶ ἀντήλλαξε μὲ αὐτὸν βαρείας ἐκφράσεις, ἐνῶ ἐκ τῶν ἐδράνων τῆς πλειοψηφίας ἠκούοντο ζωηραὶ διαμαρτυρίαι. xyxy=(801,535,1011,573)
speech-paragraph: ΚΑΡΑΜΑΝΛΗΣ: Ἀναφέρθηκε εἰς τὸ προτεινόμενον σύστημα καὶ ἐτόνισεν ὅτι ἡ κυβέρνησις ἐπιδιώκει τὴν ἐξασφάλισιν σταθερᾶς πλειοψηφίας διὰ τὴν ὁμαλὴν διακυβέρνησιν τῆς χώρας. xyxy=(581,538,791,586)
speaker-name: ΓΚΙΚΑΣ: xyxy=(1250,298,1287,308)
speaker-name: ΖΙΓΔΗΣ: xyxy=(371,610,408,620)
speech-paragraph: ΗΛΙΟΥ: Ἡ ἀντιπολίτευσις δὲν θὰ δεχθῆ τὴν ψήφισιν συστήματος τὸ ὁποῖον ἀποσκοπεῖ εἰς τὴν νόθευσιν τῆς λαϊκῆς θελήσεως. Ἡ ΕΔΑ θὰ ἀγωνισθῆ δι' ὅλων τῶν νομίμων μέσων. xyxy=(581,1126,791,1164)
speaker-name: ΑΒΕΡΩΦ: xyxy=(1030,1194,1072,1204)
speech-paragraph: ΑΒΕΡΩΦ: Ὁ ὑπουργὸς τῶν Ἐξωτερικῶν διέκοψε τὸν ὁμιλητὴν καὶ ἀντήλλαξε μὲ αὐτὸν βαρείας ἐκφράσεις, ἐνῶ ἐκ τῶν ἐδράνων τῆς πλειοψηφίας ἠκούοντο ζωηραὶ διαμαρτυρίαι. xyxy=(1021,809,1231,847)
speech-paragraph: ΖΙΓΔΗΣ: Ἐζήτησε τὴν ἐπέμβασιν τοῦ προεδρείου καὶ τὴν διαγραφὴν τῶν ὕβρεων ἐκ τῶν πρακτικῶν τῆς συνεδριάσεως. xyxy=(1241,967,1450,996)
speech-paragraph: ΗΛΙΟΥ: Ἡ ἀντιπολίτευσις δὲν θὰ δεχθῆ τὴν ψήφισιν συστήματος τὸ ὁποῖον ἀποσκοπεῖ εἰς τὴν νόθευσιν τῆς λαϊκῆς θελήσεως. Ἡ ΕΔΑ θὰ ἀγωνισθῆ δι' ὅλων τῶν νομίμων μέσων. xyxy=(1021,769,1231,807)
intro-paragraph: ἐκ τῆς σελίδος Διὰ τὴν συζήτησιν τῶν νομοσχεδίων περὶ ἐκλογῶν κατὰ τὴν χθεσινὴν συνεδρίασιν, ἡ Βουλὴ μετετράπη εἰς πεδίον ζωηροτάτων ἐπεισοδίων. Οἱ βουλευταὶ τῆς πλειοψηφίας καὶ τῆς ἀντιπολιτεύσεως ἀντήλλαξαν βαρείας ὕβρεις, ἐνῶ ὁ πρόεδρος ἀδυνατῶν νὰ ἐπιβάλη τὴν τάξιν διέκοψε ἐπανειλημμένως τὴν συνεδρίασιν. xyxy=(362,265,571,340)
speaker-name: ΑΒΕΡΩΦ: xyxy=(371,986,413,996)
speaker-name: ΖΙΓΔΗΣ: xyxy=(811,1033,847,1043)
speaker-name: ΖΙΓΔΗΣ: xyxy=(1250,581,1287,591)
speaker-name: ΜΑΚΡΗΣ: xyxy=(1250,846,1293,856)
speech-paragraph: ΓΚΙΚΑΣ: Ὑπεστήριξε τὰς θέσεις τῆς κυβερνήσεως καὶ ἐκάλεσε τὴν ἀντιπολίτευσιν νὰ συμβάλη εἰς τὴν ὁμαλὴν διεξαγωγὴν τῆς συζητήσεως. xyxy=(362,729,571,757)
speaker-name: ΠΑΠΑΝΔΡΕΟΥ: xyxy=(1030,881,1097,891)
speech-paragraph: ΚΑΡΑΜΑΝΛΗΣ: Ἀναφέρθηκε εἰς τὸ προτεινόμενον σύστημα καὶ ἐτόνισεν ὅτι ἡ κυβέρνησις ἐπιδιώκει τὴν ἐξασφάλισιν σταθερᾶς πλειοψηφίας διὰ τὴν ὁμαλὴν διακυβέρνησιν τῆς χώρας. xyxy=(362,358,571,406)
speech-paragraph: ΗΛΙΟΥ: Ἡ ἀντιπολίτευσις δὲν θὰ δεχθῆ τὴν ψήφισιν συστήματος τὸ ὁποῖον ἀποσκοπεῖ εἰς τὴν νόθευσιν τῆς λαϊκῆς θελήσεως. Ἡ ΕΔΑ θὰ ἀγωνισθῆ δι' ὅλων τῶν νομίμων μέσων. xyxy=(581,308,791,347)
story-timber-merchant xyxy=(7,272,350,417)
speaker-name: ΗΛΙΟΥ: xyxy=(371,946,404,956)
speaker-name: ΚΑΡΑΜΑΝΛΗΣ: xyxy=(811,725,879,735)
section-heading: Η ΔΕΥΤΕΡΑ ΚΑΤΑΝΟΜΗ xyxy=(621,751,751,762)
speech-paragraph: ΚΑΡΑΜΑΝΛΗΣ: Ἀναφέρθηκε εἰς τὸ προτεινόμενον σύστημα καὶ ἐτόνισεν ὅτι ἡ κυβέρνησις ἐπιδιώκει τὴν ἐξασφάλισιν σταθερᾶς πλειοψηφίας διὰ τὴν ὁμαλὴν διακυβέρνησιν τῆς χώρας. xyxy=(1241,715,1450,762)
section-heading: ΑΙ ΘΕΣΕΙΣ ΤΗΣ ΕΔΑ xyxy=(852,578,959,589)
speech-paragraph: ΜΗΤΣΟΤΑΚΗΣ: Αἱ ἕδραι κατανέμονται μετὰ τὴν πρώτην κατανομὴν εἰς τὰ κόμματα τὰ ὁποῖα συγκεντρώνουν τὸ ἀπαιτούμενον ποσοστὸν ψήφων εἰς ὁλόκληρον τὴν ἐπικράτειαν. xyxy=(801,815,1011,853)
speech-paragraph: ΓΚΙΚΑΣ: Ὑπεστήριξε τὰς θέσεις τῆς κυβερνήσεως καὶ ἐκάλεσε τὴν ἀντιπολίτευσιν νὰ συμβάλη εἰς τὴν ὁμαλὴν διεξαγωγὴν τῆς συζητήσεως. xyxy=(1241,684,1450,713)
speech-paragraph: ΠΑΣΑΛΙΔΗΣ: Ἐδήλωσεν ὅτι ἡ ἀριστερὰ παράταξις θὰ ἐξαντλήση κάθε μέσον ἀντιδράσεως κατὰ τοῦ νομοσχεδίου. xyxy=(581,476,791,505)
speaker-name: ΖΙΓΔΗΣ: xyxy=(1030,1234,1067,1244)
speaker-name: ΜΗΤΣΟΤΑΚΗΣ: xyxy=(371,1266,438,1276)
speech-paragraph: ΠΑΠΑΚΩΝΣΤΑΝΤΙΝΟΥ: Τὸ σύστημα τοῦτο εὐνοεῖ τὰ μεγάλα κόμματα καὶ ἀδικεῖ τὰς μειοψηφίας, αἱ ὁποῖαι δὲν θὰ ἐκπροσωπηθοῦν ἀναλόγως εἰς τὸ Κοινοβούλιον. xyxy=(1021,647,1231,685)
speaker-name: ΓΚΙΚΑΣ: xyxy=(1250,684,1287,694)
speaker-name: ΑΒΕΡΩΦ: xyxy=(590,1166,632,1176)
speech-paragraph: ΠΑΣΑΛΙΔΗΣ: Ἐδήλωσεν ὅτι ἡ ἀριστερὰ παράταξις θὰ ἐξαντλήση κάθε μέσον ἀντιδράσεως κατὰ τοῦ νομοσχεδίου. xyxy=(801,247,1011,275)
speech-paragraph: ΖΙΓΔΗΣ: Ἐζήτησε τὴν ἐπέμβασιν τοῦ προεδρείου καὶ τὴν διαγραφὴν τῶν ὕβρεων ἐκ τῶν πρακτικῶν τῆς συνεδριάσεως. xyxy=(1021,448,1231,477)
speaker-name: ΖΙΓΔΗΣ: xyxy=(590,1206,628,1216)
speech-paragraph: ΠΑΣΑΛΙΔΗΣ: Ἐδήλωσεν ὅτι ἡ ἀριστερὰ παράταξις θὰ ἐξαντλήση κάθε μέσον ἀντιδράσεως κατὰ τοῦ νομοσχεδίου. xyxy=(362,697,571,726)
section-heading: ΤΟ ΣΥΣΤΗΜΑ ΤΟΥ 1958 xyxy=(402,643,531,654)
banner-headline xyxy=(362,51,1652,235)
speech-paragraph: ΠΑΠΑΚΩΝΣΤΑΝΤΙΝΟΥ: Τὸ σύστημα τοῦτο εὐνοεῖ τὰ μεγάλα κόμματα καὶ ἀδικεῖ τὰς μειοψηφίας, αἱ ὁποῖαι δὲν θὰ ἐκπροσωπηθοῦν ἀναλόγως εἰς τὸ Κοινοβούλιον. xyxy=(362,809,571,847)
speaker-name: ΠΑΣΑΛΙΔΗΣ: xyxy=(811,663,867,673)
section-heading: ΩΣ ΜΗ ΧΕΙΡΟΝ... xyxy=(859,279,953,290)
speech-paragraph: ΠΑΠΑΚΩΝΣΤΑΝΤΙΝΟΥ: Τὸ σύστημα τοῦτο εὐνοεῖ τὰ μεγάλα κόμματα καὶ ἀδικεῖ τὰς μειοψηφίας, αἱ ὁποῖαι δὲν θὰ ἐκπροσωπηθοῦν ἀναλόγως εἰς τὸ Κοινοβούλιον. xyxy=(581,989,791,1027)
speech-paragraph: ΖΙΓΔΗΣ: Ἐζήτησε τὴν ἐπέμβασιν τοῦ προεδρείου καὶ τὴν διαγραφὴν τῶν ὕβρεων ἐκ τῶν πρακτικῶν τῆς συνεδριάσεως. xyxy=(362,1027,571,1055)
speaker-name: ΚΑΡΑΜΑΝΛΗΣ: xyxy=(1250,329,1318,339)
speech-paragraph: ΜΑΚΡΗΣ: Ἀπαντῶν ὑπεστήριξεν ὅτι τὸ σύστημα τοῦ 1958 ἐφηρμόσθη ἀπὸ ὅλα τὰ κόμματα καὶ ὅτι οὐδεὶς δύναται νὰ ἰσχυρισθῆ ὅτι ἀδικεῖται ἐκ τῆς κατανομῆς. xyxy=(1021,327,1231,365)
speaker-name: ΠΑΠΑΚΩΝΣΤΑΝΤΙΝΟΥ: xyxy=(1030,647,1133,657)
speech-paragraph: ΑΒΕΡΩΦ: Ὁ ὑπουργὸς τῶν Ἐξωτερικῶν διέκοψε τὸν ὁμιλητὴν καὶ ἀντήλλαξε μὲ αὐτὸν βαρείας ἐκφράσεις, ἐνῶ ἐκ τῶν ἐδράνων τῆς πλειοψηφίας ἠκούοντο ζωηραὶ διαμαρτυρίαι. xyxy=(1021,408,1231,446)
speech-paragraph: ΗΛΙΟΥ: Ἡ ἀντιπολίτευσις δὲν θὰ δεχθῆ τὴν ψήφισιν συστήματος τὸ ὁποῖον ἀποσκοπεῖ εἰς τὴν νόθευσιν τῆς λαϊκῆς θελήσεως. Ἡ ΕΔΑ θὰ ἀγωνισθῆ δι' ὅλων τῶν νομίμων μέσων. xyxy=(801,495,1011,533)
banner-line-3: ΜΕΤΑΞΥ ΚΥΒΕΡΝΗΤΙΚΩΝ ΒΟΥΛΕΥΤΩΝ ΚΑΙ ΤΗΣ Ε.Δ.Α. xyxy=(362,136,1637,186)
continued-marker xyxy=(362,248,415,267)
speaker-name: ΗΛΙΟΥ: xyxy=(1250,886,1283,896)
speech-paragraph: ΠΑΠΑΝΔΡΕΟΥ: Ὁ ἀρχηγὸς τοῦ Κέντρου ἐτόνισεν ὅτι αἱ ἐκλογαὶ πρέπει νὰ διεξαχθοῦν ὑπὸ ὑπηρεσιακὴν κυβέρνησιν, ἡ ὁποία θὰ ἐγγυηθῆ τὴν ἐλευθερίαν τῆς ψήφου. xyxy=(1021,495,1231,533)
speaker-name: ΓΚΙΚΑΣ: xyxy=(811,1136,847,1146)
speech-paragraph: ΜΑΚΡΗΣ: Ἀπαντῶν ὑπεστήριξεν ὅτι τὸ σύστημα τοῦ 1958 ἐφηρμόσθη ἀπὸ ὅλα τὰ κόμματα καὶ ὅτι οὐδεὶς δύναται νὰ ἰσχυρισθῆ ὅτι ἀδικεῖται ἐκ τῆς κατανομῆς. xyxy=(581,669,791,707)
speech-paragraph: ΜΗΤΣΟΤΑΚΗΣ: Αἱ ἕδραι κατανέμονται μετὰ τὴν πρώτην κατανομὴν εἰς τὰ κόμματα τὰ ὁποῖα συγκεντρώνουν τὸ ἀπαιτούμενον ποσοστὸν ψήφων εἰς ὁλόκληρον τὴν ἐπικράτειαν. xyxy=(581,629,791,667)
speech-paragraph: ΗΛΙΟΥ: Ἡ ἀντιπολίτευσις δὲν θὰ δεχθῆ τὴν ψήφισιν συστήματος τὸ ὁποῖον ἀποσκοπεῖ εἰς τὴν νόθευσιν τῆς λαϊκῆς θελήσεως. Ἡ ΕΔΑ θὰ ἀγωνισθῆ δι' ὅλων τῶν νομίμων μέσων. xyxy=(801,952,1011,991)
speaker-name: ΜΗΤΣΟΤΑΚΗΣ: xyxy=(371,448,438,458)
divider xyxy=(7,1028,350,1030)
speech-paragraph: ΖΙΓΔΗΣ: Ἐζήτησε τὴν ἐπέμβασιν τοῦ προεδρείου καὶ τὴν διαγραφὴν τῶν ὕβρεων ἐκ τῶν πρακτικῶν τῆς συνεδριάσεως. xyxy=(581,389,791,418)
speaker-name: ΠΑΣΑΛΙΔΗΣ: xyxy=(1030,921,1087,931)
speech-paragraph: ΑΒΕΡΩΦ: Ὁ ὑπουργὸς τῶν Ἐξωτερικῶν διέκοψε τὸν ὁμιλητὴν καὶ ἀντήλλαξε μὲ αὐτὸν βαρείας ἐκφράσεις, ἐνῶ ἐκ τῶν ἐδράνων τῆς πλειοψηφίας ἠκούοντο ζωηραὶ διαμαρτυρίαι. xyxy=(362,569,571,608)
speech-paragraph: ΓΚΙΚΑΣ: Ὑπεστήριξε τὰς θέσεις τῆς κυβερνήσεως καὶ ἐκάλεσε τὴν ἀντιπολίτευσιν νὰ συμβάλη εἰς τὴν ὁμαλὴν διεξαγωγὴν τῆς συζητήσεως. xyxy=(581,908,791,937)
speaker-name: ΜΗΤΣΟΤΑΚΗΣ: xyxy=(811,414,878,424)
speaker-name: ΜΑΚΡΗΣ: xyxy=(590,669,633,679)
speech-paragraph: ΠΑΠΑΝΔΡΕΟΥ: Ὁ ἀρχηγὸς τοῦ Κέντρου ἐτόνισεν ὅτι αἱ ἐκλογαὶ πρέπει νὰ διεξαχθοῦν ὑπὸ ὑπηρεσιακὴν κυβέρνησιν, ἡ ὁποία θὰ ἐγγυηθῆ τὴν ἐλευθερίαν τῆς ψήφου. xyxy=(1021,247,1450,1285)
speaker-name: ΚΑΡΑΜΑΝΛΗΣ: xyxy=(811,1224,879,1234)
speaker-name: ΠΑΠΑΚΩΝΣΤΑΝΤΙΝΟΥ: xyxy=(1030,247,1133,256)
speaker-name: ΑΒΕΡΩΦ: xyxy=(1030,809,1072,819)
speaker-name: ΠΑΠΑΚΩΝΣΤΑΝΤΙΝΟΥ: xyxy=(1250,765,1352,775)
speech-paragraph: ΑΒΕΡΩΦ: Ὁ ὑπουργὸς τῶν Ἐξωτερικῶν διέκοψε τὸν ὁμιλητὴν καὶ ἀντήλλαξε μὲ αὐτὸν βαρείας ἐκφράσεις, ἐνῶ ἐκ τῶν ἐδράνων τῆς πλειοψηφίας ἠκούοντο ζωηραὶ διαμαρτυρίαι. xyxy=(581,1166,791,1204)
speaker-name: ΠΑΠΑΚΩΝΣΤΑΝΤΙΝΟΥ: xyxy=(811,774,912,784)
speech-paragraph: ΠΑΠΑΝΔΡΕΟΥ: Ὁ ἀρχηγὸς τοῦ Κέντρου ἐτόνισεν ὅτι αἱ ἐκλογαὶ πρέπει νὰ διεξαχθοῦν ὑπὸ ὑπηρεσιακὴν κυβέρνησιν, ἡ ὁποία θὰ ἐγγυηθῆ τὴν ἐλευθερίαν τῆς ψήφου. xyxy=(581,420,791,458)
speaker-name: ΠΑΠΑΝΔΡΕΟΥ: xyxy=(371,1058,438,1068)
speaker-name: ΜΑΚΡΗΣ: xyxy=(811,912,853,922)
speaker-name: ΚΑΡΑΜΑΝΛΗΣ: xyxy=(371,1160,439,1170)
speaker-name: ΚΑΡΑΜΑΝΛΗΣ: xyxy=(1030,982,1099,992)
speaker-name: ΑΒΕΡΩΦ: xyxy=(1030,408,1072,418)
story-castle-lawsuit xyxy=(7,429,350,583)
section-heading: ΑΠΑΝΤΑ Ο κ. ΜΗΤΣΟΤΑΚΗΣ xyxy=(609,462,763,473)
speech-paragraph: ΠΑΠΑΚΩΝΣΤΑΝΤΙΝΟΥ: Τὸ σύστημα τοῦτο εὐνοεῖ τὰ μεγάλα κόμματα καὶ ἀδικεῖ τὰς μειοψηφίας, αἱ ὁποῖαι δὲν θὰ ἐκπροσωπηθοῦν ἀναλόγως εἰς τὸ Κοινοβούλιον. xyxy=(362,1225,571,1264)
speech-paragraph: ΠΑΠΑΚΩΝΣΤΑΝΤΙΝΟΥ: Τὸ σύστημα τοῦτο εὐνοεῖ τὰ μεγάλα κόμματα καὶ ἀδικεῖ τὰς μειοψηφίας, αἱ ὁποῖαι δὲν θὰ ἐκπροσωπηθοῦν ἀναλόγως εἰς τὸ Κοινοβούλιον. xyxy=(1241,1150,1450,1189)
speaker-name: ΠΑΠΑΝΔΡΕΟΥ: xyxy=(811,622,878,632)
speech-paragraph: ΜΑΚΡΗΣ: Ἀπαντῶν ὑπεστήριξεν ὅτι τὸ σύστημα τοῦ 1958 ἐφηρμόσθη ἀπὸ ὅλα τὰ κόμματα καὶ ὅτι οὐδεὶς δύναται νὰ ἰσχυρισθῆ ὅτι ἀδικεῖται ἐκ τῆς κατανομῆς. xyxy=(801,912,1011,951)
speech-paragraph: ΜΑΚΡΗΣ: Ἀπαντῶν ὑπεστήριξεν ὅτι τὸ σύστημα τοῦ 1958 ἐφηρμόσθη ἀπὸ ὅλα τὰ κόμματα καὶ ὅτι οὐδεὶς δύναται νὰ ἰσχυρισθῆ ὅτι ἀδικεῖται ἐκ τῆς κατανομῆς. xyxy=(1241,846,1450,884)
speech-paragraph: ΜΑΚΡΗΣ: Ἀπαντῶν ὑπεστήριξεν ὅτι τὸ σύστημα τοῦ 1958 ἐφηρμόσθη ἀπὸ ὅλα τὰ κόμματα καὶ ὅτι οὐδεὶς δύναται νὰ ἰσχυρισθῆ ὅτι ἀδικεῖται ἐκ τῆς κατανομῆς. xyxy=(581,1085,791,1123)
body-tax-officer: Ἀνεξάρτητος φορολογικὸς ὑπάλληλος ἐξεβίασε ἀρτοποιὸν τῆς συνοικίας διὰ νὰ τοῦ ἀποσπάση τὸ ποσὸν τῶν 2.000 δραχμῶν ἔναντι ἀπαλλαγῆς ἐκ προστίμου. Ὁ ἀρτοποιὸς κατήγγειλε τὸ γεγονὸς εἰς τὴν ἀστυνομίαν. Ἀνεξάρτητος φορολογικὸς ὑπάλληλος ἐξεβίασε ἀρτοποιὸν τῆς συνοικίας διὰ νὰ τοῦ ἀποσπάση τὸ ποσὸν τῶν 2.000 δραχμῶν ἔναντι ἀπαλλαγῆς ἐκ προστίμου. Ὁ ἀρτοποιὸς κατήγγειλε τὸ γεγονὸς εἰς τὴν ἀστυνομίαν. ΠΩΣ ΑΠΟΛΥΘΗΚΕ Ο ΕΦΟΡΟΣ Ἀνεξάρτητος φορολογικὸς ὑπάλληλος ἐξεβίασε ἀρτοποιὸν τῆς συνοικίας διὰ νὰ τοῦ ἀποσπάση τὸ ποσὸν τῶν 2.000 δραχμῶν ἔναντι ἀπαλλαγῆς ἐκ προστίμου. Ὁ ἀρτοποιὸς κατήγγειλε τὸ γεγονὸς εἰς τὴν ἀστυνομίαν. xyxy=(7,1096,350,1194)
speaker-name: ΖΙΓΔΗΣ: xyxy=(1030,850,1067,860)
speech-paragraph: ΚΑΡΑΜΑΝΛΗΣ: Ἀναφέρθηκε εἰς τὸ προτεινόμενον σύστημα καὶ ἐτόνισεν ὅτι ἡ κυβέρνησις ἐπιδιώκει τὴν ἐξασφάλισιν σταθερᾶς πλειοψηφίας διὰ τὴν ὁμαλὴν διακυβέρνησιν τῆς χώρας. xyxy=(1021,598,1231,645)
speaker-name: ΠΑΠΑΝΔΡΕΟΥ: xyxy=(1030,495,1097,505)
body-mossadegh: ΤΕΧΕΡΑΝΗ, 18. (Ρώυτερ). — Ὀγδοήκοντα χιλιάδες ὀπαδῶν τοῦ Ἐθνικοῦ Μετώπου τοῦ πρώην πρωθυπουργοῦ Μοσαντὲκ συνεκεντρώθησαν εἰς τὸν ἱππόδρομον τῆς Τεχεράνης καὶ ἐζήτησαν τὴν διενέργειαν ἐκλογῶν. Ἡ συγκέντρωσις διεξήχθη ἐν τάξει. Ο ΣΑΧΗΣ ΕΙΣ ΟΣΛΟ ΤΕΧΕΡΑΝΗ, 18. (Ρώυτερ). — Ὀγδοήκοντα χιλιάδες ὀπαδῶν τοῦ Ἐθνικοῦ Μετώπου τοῦ πρώην πρωθυπουργοῦ Μοσαντὲκ συνεκεντρώθησαν εἰς τὸν ἱππόδρομον τῆς Τεχεράνης καὶ ἐζήτησαν τὴν διενέργειαν ἐκλογῶν. Ἡ συγκέντρωσις διεξήχθη ἐν τάξει. xyxy=(7,933,350,1022)
body-castro: ΑΒΑΝΑ, 18. (Ρώυτερ). — Ὁ Φιντὲλ Κάστρο ἐδήλωσεν ὅτι θὰ ἀπελευθερώση τοὺς αἰχμαλώτους τῆς ἀποτυχούσης ἀποβάσεως ἐὰν αἱ Ἡνωμέναι Πολιτεῖαι παραχωρήσουν εἰς τὴν Κούβαν 500 γεωργικοὺς ἐλκυστῆρας. Ἡ ἐπιτροπὴ τῶν αἰχμαλώτων ἀνεχώρησε διὰ τὴν Οὐάσιγκτων. ΠΙΣΤΕΥΕΙ ΕΙΣ ΤΗΝ ΠΡΟΤΑΣΙΝ ΑΒΑΝΑ, 18. (Ρώυτερ). — Ὁ Φιντὲλ Κάστρο ἐδήλωσεν ὅτι θὰ ἀπελευθερώση τοὺς αἰχμαλώτους τῆς ἀποτυχούσης ἀποβάσεως ἐὰν αἱ Ἡνωμέναι Πολιτεῖαι παραχωρήσουν εἰς τὴν Κούβαν 500 γεωργικοὺς ἐλκυστῆρας. Ἡ ἐπιτροπὴ τῶν αἰχμαλώτων ἀνεχώρησε διὰ τὴν Οὐάσιγκτων. ΤΙ ΛΕΓΟΥΝ ΟΙ ΑΜΕΡΙΚΑΝΟΙ ΑΒΑΝΑ, 18. (Ρώυτερ). — Ὁ Φιντὲλ Κάστρο ἐδήλωσεν ὅτι θὰ ἀπελευθερώση τοὺς αἰχμαλώτους τῆς ἀποτυχούσης ἀποβάσεως ἐὰν αἱ Ἡνωμέναι Πολιτεῖαι παραχωρήσουν εἰς τὴν Κούβαν 500 γεωργικοὺς ἐλκυστῆρας. Ἡ ἐπιτροπὴ τῶν αἰχμαλώτων ἀνεχώρησε διὰ τὴν Οὐάσιγκτων. xyxy=(7,719,350,851)
boxed-headline: ΠΙΣΤΩΣΕΙΣ ΕΙΣ ΙΔΡΥΜΑΤΑ ΤΟΥ ΥΠΟΥΡΓΕΙΟΥ ΠΡΟΝΟΙΑΣ xyxy=(805,1170,1007,1204)
speech-paragraph: ΠΑΣΑΛΙΔΗΣ: Ἐδήλωσεν ὅτι ἡ ἀριστερὰ παράταξις θὰ ἐξαντλήση κάθε μέσον ἀντιδράσεως κατὰ τοῦ νομοσχεδίου. xyxy=(1021,535,1231,564)
speaker-name: ΜΗΤΣΟΤΑΚΗΣ: xyxy=(1250,1191,1317,1201)
speaker-name: ΠΑΠΑΝΔΡΕΟΥ: xyxy=(590,420,658,430)
speech-paragraph: ΠΑΠΑΚΩΝΣΤΑΝΤΙΝΟΥ: Τὸ σύστημα τοῦτο εὐνοεῖ τὰ μεγάλα κόμματα καὶ ἀδικεῖ τὰς μειοψηφίας, αἱ ὁποῖαι δὲν θὰ ἐκπροσωπηθοῦν ἀναλόγως εἰς τὸ Κοινοβούλιον. xyxy=(1241,765,1450,803)
speaker-name: ΠΑΠΑΝΔΡΕΟΥ: xyxy=(1030,1265,1097,1275)
speaker-name: ΚΑΡΑΜΑΝΛΗΣ: xyxy=(371,760,439,770)
subhead-soviet-nuclear: Καλεῖ τὴν Ἀγγλίαν καὶ τὰς Ἡνωμ. Πολιτείας νὰ ἐπέμβουν πρὸς τοῦτο παρὰ τῷ Ντὲ Γκώλ xyxy=(11,138,347,171)
speaker-name: ΠΑΠΑΝΔΡΕΟΥ: xyxy=(590,837,658,847)
speaker-name: ΜΑΚΡΗΣ: xyxy=(1250,460,1293,470)
divider xyxy=(7,643,350,645)
headline-tax-conviction: ΚΑΤΕΔΙΚΑΣΘΗ ΔΙΑ ΦΟΡΟΛΟΓΙΚΑΣ ΠΑΡΑΒΑΣΕΙΣ xyxy=(24,592,334,607)
speech-paragraph: ΠΑΠΑΚΩΝΣΤΑΝΤΙΝΟΥ: Τὸ σύστημα τοῦτο εὐνοεῖ τὰ μεγάλα κόμματα καὶ ἀδικεῖ τὰς μειοψηφίας, αἱ ὁποῖαι δὲν θὰ ἐκπροσωπηθοῦν ἀναλόγως εἰς τὸ Κοινοβούλιον. xyxy=(1021,1032,1231,1071)
speech-paragraph: ΖΙΓΔΗΣ: Ἐζήτησε τὴν ἐπέμβασιν τοῦ προεδρείου καὶ τὴν διαγραφὴν τῶν ὕβρεων ἐκ τῶν πρακτικῶν τῆς συνεδριάσεως. xyxy=(1021,1234,1231,1264)
speaker-name: ΚΑΡΑΜΑΝΛΗΣ: xyxy=(811,324,879,334)
speech-paragraph: ΑΒΕΡΩΦ: Ὁ ὑπουργὸς τῶν Ἐξωτερικῶν διέκοψε τὸν ὁμιλητὴν καὶ ἀντήλλαξε μὲ αὐτὸν βαρείας ἐκφράσεις, ἐνῶ ἐκ τῶν ἐδράνων τῆς πλειοψηφίας ἠκούοντο ζωηραὶ διαμαρτυρίαι. xyxy=(1241,541,1450,579)
body-timber-merchant: ΑΘΗΝΑΙ, 18. — Εἰς τὸ ὑπουργεῖον Δημοσίας Τάξεως ἀνεφέρθη ὅτι χθὲς τὴν πρωίαν εὑρέθη εἰς τὸν ὅρμον τῆς Θήρας τὸ πτῶμα ἀγνώστου. Αἱ ἔρευναι τῶν ἀρχῶν ἀπέδειξαν ὅτι πρόκειται περὶ τοῦ ξυλεμπόρου ἐκ Λαρίσης Κρατοπούλου, ὁ ὁποῖος εἶχεν ἐξαφανισθῆ πρὸ ἡμερῶν. Τὸ πτῶμα μετεφέρθη εἰς τὸ νοσοκομεῖον πρὸς νεκροψίαν. xyxy=(7,369,350,417)
speech-paragraph: ΜΗΤΣΟΤΑΚΗΣ: Αἱ ἕδραι κατανέμονται μετὰ τὴν πρώτην κατανομὴν εἰς τὰ κόμματα τὰ ὁποῖα συγκεντρώνουν τὸ ἀπαιτούμενον ποσοστὸν ψήφων εἰς ὁλόκληρον τὴν ἐπικράτειαν. xyxy=(801,414,1011,452)
speaker-name: ΖΙΓΔΗΣ: xyxy=(590,806,628,816)
speaker-name: ΚΑΡΑΜΑΝΛΗΣ: xyxy=(1250,1101,1318,1111)
speaker-name: ΜΗΤΣΟΤΑΚΗΣ: xyxy=(1030,688,1097,698)
speaker-name: ΠΑΣΑΛΙΔΗΣ: xyxy=(1250,267,1307,277)
speech-paragraph: ΚΑΡΑΜΑΝΛΗΣ: Ἀναφέρθηκε εἰς τὸ προτεινόμενον σύστημα καὶ ἐτόνισεν ὅτι ἡ κυβέρνησις ἐπιδιώκει τὴν ἐξασφάλισιν σταθερᾶς πλειοψηφίας διὰ τὴν ὁμαλὴν διακυβέρνησιν τῆς χώρας. xyxy=(581,939,791,987)
speech-paragraph: ΜΑΚΡΗΣ: Ἀπαντῶν ὑπεστήριξεν ὅτι τὸ σύστημα τοῦ 1958 ἐφηρμόσθη ἀπὸ ὅλα τὰ κόμματα καὶ ὅτι οὐδεὶς δύναται νὰ ἰσχυρισθῆ ὅτι ἀδικεῖται ἐκ τῆς κατανομῆς. xyxy=(581,267,791,306)
speaker-name: ΜΗΤΣΟΤΑΚΗΣ: xyxy=(1250,420,1317,430)
speech-paragraph: ΠΑΠΑΚΩΝΣΤΑΝΤΙΝΟΥ: Τὸ σύστημα τοῦτο εὐνοεῖ τὰ μεγάλα κόμματα καὶ ἀδικεῖ τὰς μειοψηφίας, αἱ ὁποῖαι δὲν θὰ ἐκπροσωπηθοῦν ἀναλόγως εἰς τὸ Κοινοβούλιον. xyxy=(362,408,571,447)
subhead-timber-merchant: Πρόκειται περὶ τοῦ ἀγνοουμένου ἀπὸ ἡμερῶν Συλεμπόρου Θεσσαλονίκης Κρατοπούλου xyxy=(20,333,337,367)
speech-paragraph: ΠΑΠΑΝΔΡΕΟΥ: Ὁ ἀρχηγὸς τοῦ Κέντρου ἐτόνισεν ὅτι αἱ ἐκλογαὶ πρέπει νὰ διεξαχθοῦν ὑπὸ ὑπηρεσιακὴν κυβέρνησιν, ἡ ὁποία θὰ ἐγγυηθῆ τὴν ἐλευθερίαν τῆς ψήφου. xyxy=(801,622,1011,660)
speech-paragraph: ΓΚΙΚΑΣ: Ὑπεστήριξε τὰς θέσεις τῆς κυβερνήσεως καὶ ἐκάλεσε τὴν ἀντιπολίτευσιν νὰ συμβάλη εἰς τὴν ὁμαλὴν διεξαγωγὴν τῆς συζητήσεως. xyxy=(801,694,1011,722)
speech-paragraph: ΜΗΤΣΟΤΑΚΗΣ: Αἱ ἕδραι κατανέμονται μετὰ τὴν πρώτην κατανομὴν εἰς τὰ κόμματα τὰ ὁποῖα συγκεντρώνουν τὸ ἀπαιτούμενον ποσοστὸν ψήφων εἰς ὁλόκληρον τὴν ἐπικράτειαν. xyxy=(362,850,571,888)
speech-paragraph: ΜΑΚΡΗΣ: Ἀπαντῶν ὑπεστήριξεν ὅτι τὸ σύστημα τοῦ 1958 ἐφηρμόσθη ἀπὸ ὅλα τὰ κόμματα καὶ ὅτι οὐδεὶς δύναται νὰ ἰσχυρισθῆ ὅτι ἀδικεῖται ἐκ τῆς κατανομῆς. xyxy=(1241,460,1450,499)
divider xyxy=(7,265,350,267)
speech-paragraph: ΗΛΙΟΥ: Ἡ ἀντιπολίτευσις δὲν θὰ δεχθῆ τὴν ψήφισιν συστήματος τὸ ὁποῖον ἀποσκοπεῖ εἰς τὴν νόθευσιν τῆς λαϊκῆς θελήσεως. Ἡ ΕΔΑ θὰ ἀγωνισθῆ δι' ὅλων τῶν νομίμων μέσων. xyxy=(1241,886,1450,924)
speaker-name: ΠΑΣΑΛΙΔΗΣ: xyxy=(1030,535,1087,545)
speaker-name: ΠΑΠΑΚΩΝΣΤΑΝΤΙΝΟΥ: xyxy=(1250,1150,1352,1160)
speech-paragraph: ΠΑΣΑΛΙΔΗΣ: Ἐδήλωσεν ὅτι ἡ ἀριστερὰ παράταξις θὰ ἐξαντλήση κάθε μέσον ἀντιδράσεως κατὰ τοῦ νομοσχεδίου. xyxy=(1241,653,1450,682)
story-castro xyxy=(7,650,350,851)
speech-paragraph: ΖΙΓΔΗΣ: Ἐζήτησε τὴν ἐπέμβασιν τοῦ προεδρείου καὶ τὴν διαγραφὴν τῶν ὕβρεων ἐκ τῶν πρακτικῶν τῆς συνεδριάσεως. xyxy=(1021,850,1231,878)
